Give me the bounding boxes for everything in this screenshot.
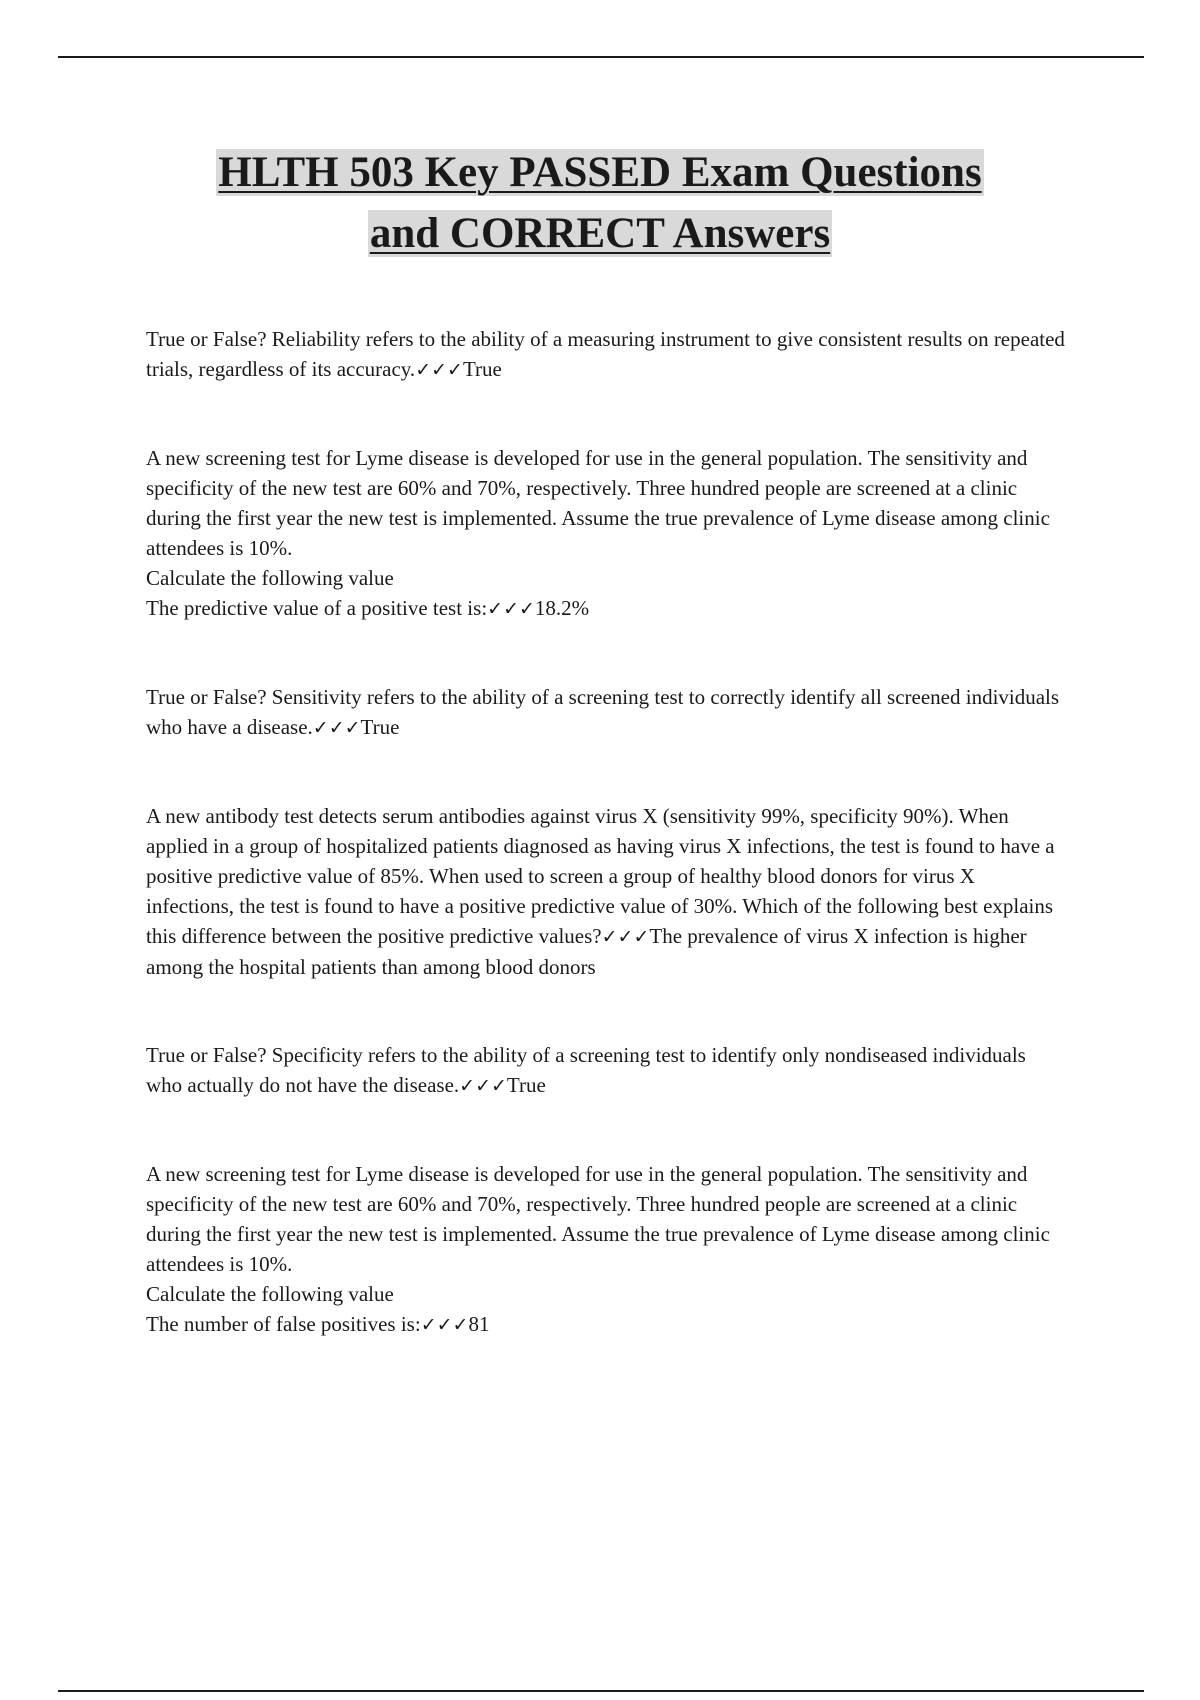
qa-item — [146, 324, 1066, 385]
answer-text: True — [506, 1073, 546, 1097]
check-marks-icon: ✓✓✓ — [420, 1314, 469, 1336]
check-marks-icon: ✓✓✓ — [415, 359, 463, 381]
check-marks-icon: ✓✓✓ — [601, 926, 650, 948]
qa-item — [146, 682, 1066, 743]
top-rule — [58, 56, 1144, 58]
bottom-rule — [58, 1690, 1144, 1692]
qa-item — [146, 443, 1066, 624]
answer-text: 81 — [468, 1312, 490, 1336]
check-marks-icon: ✓✓✓ — [459, 1075, 507, 1097]
answer-text: 18.2% — [534, 596, 590, 620]
answer-text: True — [462, 357, 502, 381]
question-text: True or False? Specificity refers to the ability of a screening test to identify only nondiseased individuals who actually do not have the disease.✓✓✓True — [146, 1043, 1026, 1097]
question-text: A new screening test for Lyme disease is developed for use in the general population. The sensitivity and specificity of the new test are 60% and 70%, respectively. Three hundred people are screened at a clinic during the first year the new test is implemented. Assume the true prevalence of Lyme disease among clinic attendees is 10%. — [146, 1162, 1050, 1276]
question-subtext: Calculate the following value — [146, 566, 394, 590]
question-subtext: Calculate the following value — [146, 1282, 394, 1306]
question-text: True or False? Sensitivity refers to the ability of a screening test to correctly identify all screened individuals who have a disease.✓✓✓True — [146, 685, 1060, 739]
question-prompt: The number of false positives is:✓✓✓81 — [146, 1312, 490, 1336]
qa-item — [146, 1159, 1066, 1340]
answer-text: True — [360, 715, 400, 739]
question-prompt: The predictive value of a positive test is:✓✓✓18.2% — [146, 596, 590, 620]
qa-list — [146, 324, 1066, 1340]
check-marks-icon: ✓✓✓ — [487, 598, 535, 620]
question-text: A new antibody test detects serum antibodies against virus X (sensitivity 99%, specificity 90%). When applied in a group of hospitalized patients diagnosed as having virus X infections, the test is found to have a positive predictive value of 85%. When used to screen a group of healthy blood donors for virus X infections, the test is found to have a positive predictive value of 30%. Which of the following best explains this difference between the positive predictive values?✓✓✓The prevalence of virus X infection is higher among the hospital patients than among blood donors — [146, 804, 1055, 979]
qa-item — [146, 801, 1066, 982]
page-title — [60, 142, 1140, 264]
question-text: A new screening test for Lyme disease is developed for use in the general population. The sensitivity and specificity of the new test are 60% and 70%, respectively. Three hundred people are screened at a clinic during the first year the new test is implemented. Assume the true prevalence of Lyme disease among clinic attendees is 10%. — [146, 446, 1050, 560]
answer-text: The prevalence of virus X infection is higher among the hospital patients than among blood donors — [146, 924, 1027, 979]
check-marks-icon: ✓✓✓ — [312, 717, 361, 739]
qa-item — [146, 1040, 1066, 1101]
title-line-1: HLTH 503 Key PASSED Exam Questions — [218, 149, 982, 196]
title-line-2: and CORRECT Answers — [369, 210, 831, 257]
question-text: True or False? Reliability refers to the ability of a measuring instrument to give consistent results on repeated trials, regardless of its accuracy.✓✓✓True — [146, 327, 1065, 381]
